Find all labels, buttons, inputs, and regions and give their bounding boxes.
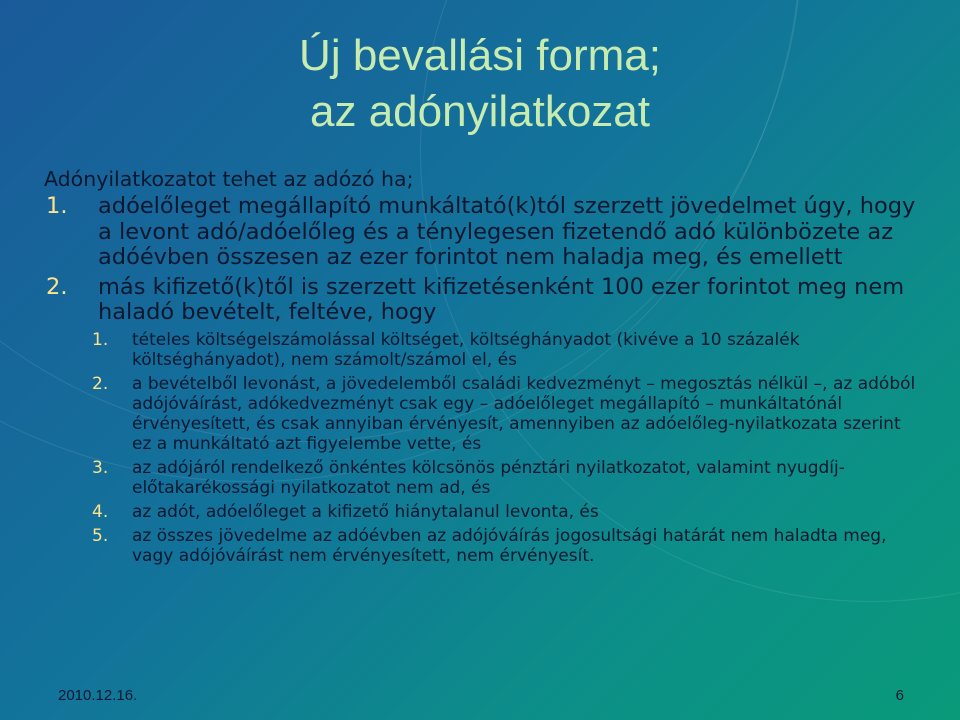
sub-list-item: [44, 374, 924, 454]
sub-list-item-text: az összes jövedelme az adóévben az adójóváírás jogosultsági határát nem haladta meg, vagy adójóváírást nem érvényesített, nem érvényesít.: [132, 525, 887, 566]
sub-list-item-number: 3.: [92, 457, 109, 478]
sub-list-item: [44, 502, 924, 522]
sub-list-item: [44, 526, 924, 566]
sub-list-item-text: a bevételből levonást, a jövedelemből családi kedvezményt – megosztás nélkül –, az adóból adójóváírást, adókedvezményt csak egy – adóelőleget megállapító – munkáltatónál érvényesített, és csak annyiban érvényesít, amennyiben az adóelőleg-nyilatkozata szerint ez a munkáltató azt figyelembe vette, és: [132, 373, 916, 454]
list-item-number: 1.: [46, 193, 68, 219]
list-item: [44, 275, 924, 326]
page-number: 6: [895, 687, 904, 704]
sub-list-item: [44, 458, 924, 498]
lead-text: Adónyilatkozatot tehet az adózó ha;: [44, 167, 414, 191]
sub-list-item-text: tételes költségelszámolással költséget, költséghányadot (kivéve a 10 százalék költséghányadot), nem számolt/számol el, és: [132, 329, 800, 370]
list-item-number: 2.: [46, 273, 68, 300]
sub-list-item: [44, 330, 924, 370]
slide-title: [200, 28, 760, 140]
slide-title-line-1: Új bevallási forma;: [299, 31, 661, 80]
sub-list-item-number: 4.: [92, 501, 109, 522]
sub-list-item-text: az adót, adóelőleget a kifizető hiánytalanul levonta, és: [132, 501, 599, 522]
slide-title-line-2: az adónyilatkozat: [310, 87, 650, 136]
sub-list-item-number: 5.: [92, 525, 109, 546]
list-item-text: más kifizető(k)től is szerzett kifizetésenként 100 ezer forintot meg nem haladó bevételt, feltéve, hogy: [98, 273, 905, 325]
sub-list-item-number: 1.: [92, 329, 109, 350]
slide-content: [44, 166, 924, 570]
list-item: [44, 194, 924, 271]
sub-list-item-text: az adójáról rendelkező önkéntes kölcsönös pénztári nyilatkozatot, valamint nyugdíj-előtakarékossági nyilatkozatot nem ad, és: [132, 457, 845, 498]
footer-date: 2010.12.16.: [58, 687, 138, 704]
sub-list-item-number: 2.: [92, 373, 109, 394]
list-item-text: adóelőleget megállapító munkáltató(k)tól szerzett jövedelmet úgy, hogy a levont adó/adóelőleg és a ténylegesen fizetendő adó különbözete az adóévben összesen az ezer forintot nem haladja meg, és emellett: [98, 193, 916, 270]
